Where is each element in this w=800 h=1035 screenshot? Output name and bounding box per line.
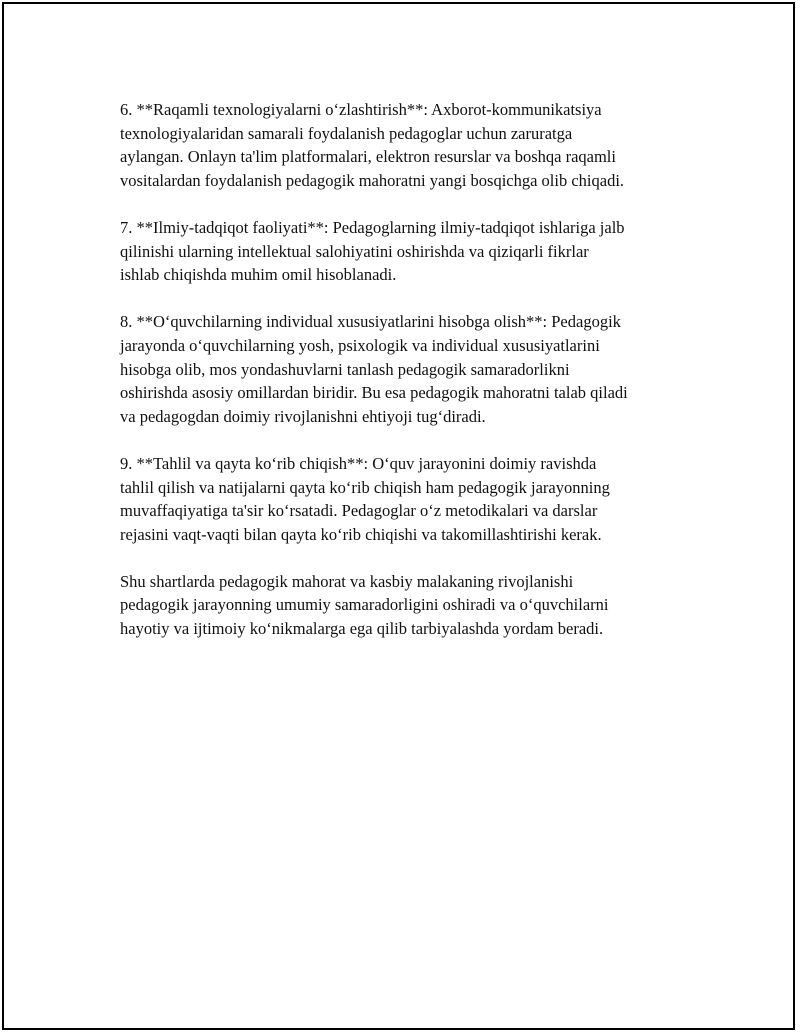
paragraph-item-8: 8. **O‘quvchilarning individual xususiyatlarini hisobga olish**: Pedagogik jarayonda o‘quvchilarning yosh, psixologik va individual xususiyatlarini hisobga olib, mos yondashuvlarni tanlash pedagogik samaradorlikni oshirishda asosiy omillardan biridir. Bu esa pedagogik mahoratni talab qiladi va pedagogdan doimiy rivojlanishni ehtiyoji tug‘diradi. [120,312,628,426]
document-body [120,98,700,664]
paragraph-item-9: 9. **Tahlil va qayta ko‘rib chiqish**: O‘quv jarayonini doimiy ravishda tahlil qilish va natijalarni qayta ko‘rib chiqish ham pedagogik jarayonning muvaffaqiyatiga ta'sir ko‘rsatadi. Pedagoglar o‘z metodikalari va darslar rejasini vaqt-vaqti bilan qayta ko‘rib chiqishi va takomillashtirishi kerak. [120,453,610,544]
paragraph-item-7: 7. **Ilmiy-tadqiqot faoliyati**: Pedagoglarning ilmiy-tadqiqot ishlariga jalb qilinishi ularning intellektual salohiyatini oshirishda va qiziqarli fikrlar ishlab chiqishda muhim omil hisoblanadi. [120,217,625,285]
paragraph-item-6: 6. **Raqamli texnologiyalarni o‘zlashtirish**: Axborot-kommunikatsiya texnologiyalaridan samarali foydalanish pedagoglar uchun zaruratga aylangan. Onlayn ta'lim platformalari, elektron resurslar va boshqa raqamli vositalardan foydalanish pedagogik mahoratni yangi bosqichga olib chiqadi. [120,100,625,190]
paragraph-conclusion: Shu shartlarda pedagogik mahorat va kasbiy malakaning rivojlanishi pedagogik jarayonning umumiy samaradorligini oshiradi va o‘quvchilarni hayotiy va ijtimoiy ko‘nikmalarga ega qilib tarbiyalashda yordam beradi. [120,571,609,639]
document-page [2,2,795,1030]
